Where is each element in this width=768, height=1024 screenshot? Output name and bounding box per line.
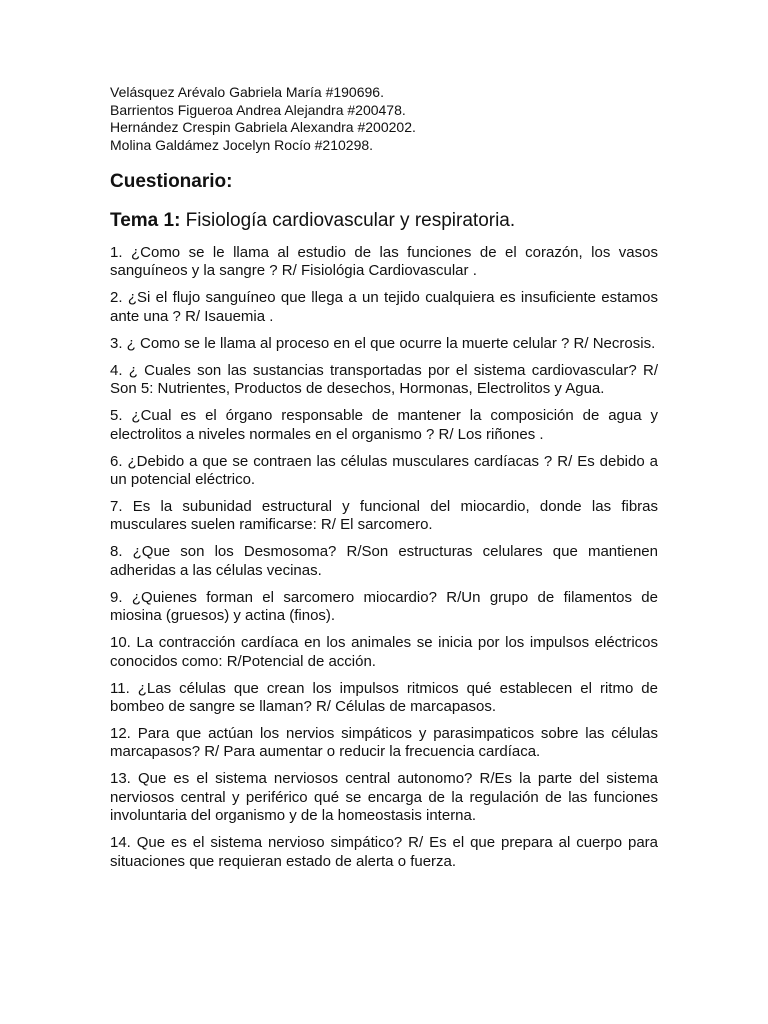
topic-title: [110, 206, 658, 236]
question-item: 7. Es la subunidad estructural y funcional del miocardio, donde las fibras musculares suelen ramificarse: R/ El sarcomero.: [110, 498, 658, 534]
question-item: 12. Para que actúan los nervios simpáticos y parasimpaticos sobre las células marcapasos? R/ Para aumentar o reducir la frecuencia cardíaca.: [110, 725, 658, 761]
question-item: 11. ¿Las células que crean los impulsos ritmicos qué establecen el ritmo de bombeo de sangre se llaman? R/ Células de marcapasos.: [110, 679, 658, 716]
author-line: Hernández Crespin Gabriela Alexandra #200202.: [110, 119, 416, 135]
question-item: 4. ¿ Cuales son las sustancias transportadas por el sistema cardiovascular? R/ Son 5: Nutrientes, Productos de desechos, Hormonas, Electrolitos y Agua.: [110, 361, 658, 398]
topic-label: Tema 1:: [110, 210, 181, 231]
question-item: 2. ¿Si el flujo sanguíneo que llega a un tejido cualquiera es insuficiente estamos ante una ? R/ Isauemia .: [110, 289, 658, 325]
question-item: 1. ¿Como se le llama al estudio de las funciones de el corazón, los vasos sanguíneos y la sangre ? R/ Fisiológia Cardiovascular .: [110, 244, 658, 280]
author-line: Velásquez Arévalo Gabriela María #190696.: [110, 84, 384, 100]
question-list: [110, 244, 658, 871]
question-item: 9. ¿Quienes forman el sarcomero miocardio? R/Un grupo de filamentos de miosina (gruesos) y actina (finos).: [110, 588, 658, 625]
author-line: Molina Galdámez Jocelyn Rocío #210298.: [110, 136, 374, 153]
question-item: 5. ¿Cual es el órgano responsable de mantener la composición de agua y electrolitos a niveles normales en el organismo ? R/ Los riñones .: [110, 407, 658, 443]
topic-name: Fisiología cardiovascular y respiratoria.: [180, 210, 516, 231]
question-item: 8. ¿Que son los Desmosoma? R/Son estructuras celulares que mantienen adheridas a las células vecinas.: [110, 543, 658, 579]
document-page: [110, 84, 658, 880]
question-item: 3. ¿ Como se le llama al proceso en el que ocurre la muerte celular ? R/ Necrosis.: [110, 334, 656, 352]
question-item: 13. Que es el sistema nerviosos central autonomo? R/Es la parte del sistema nerviosos central y periférico qué se encarga de la regulación de las funciones involuntaria del organismo y de la homeostasis interna.: [110, 770, 658, 825]
question-item: 10. La contracción cardíaca en los animales se inicia por los impulsos eléctricos conocidos como: R/Potencial de acción.: [110, 634, 658, 670]
author-line: Barrientos Figueroa Andrea Alejandra #200478.: [110, 101, 406, 118]
document-heading: Cuestionario:: [110, 171, 233, 192]
question-item: 14. Que es el sistema nervioso simpático? R/ Es el que prepara al cuerpo para situaciones que requieran estado de alerta o fuerza.: [110, 834, 658, 870]
question-item: 6. ¿Debido a que se contraen las células musculares cardíacas ? R/ Es debido a un potencial eléctrico.: [110, 452, 658, 489]
author-list: [110, 84, 658, 154]
